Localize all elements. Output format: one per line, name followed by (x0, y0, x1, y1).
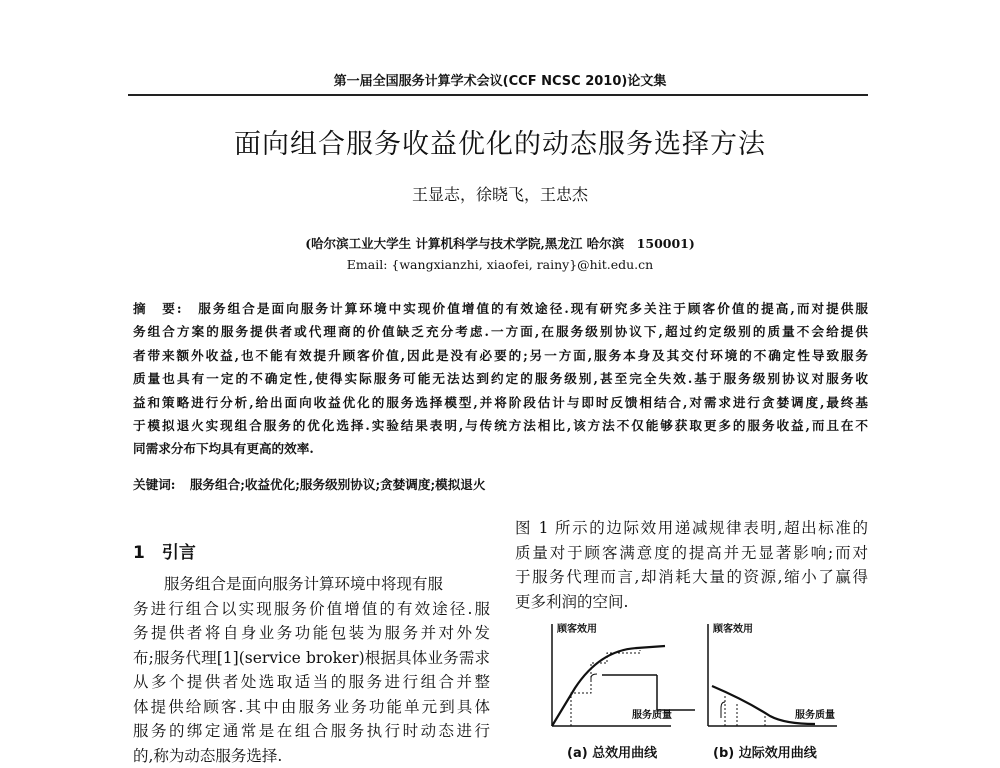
abstract-line: 者带来额外收益,也不能有效提升顾客价值,因此是没有必要的;另一方面,服务本身及其交付环境的不确定性导致服务 (133, 344, 868, 367)
figure-1-drawing (545, 618, 845, 760)
body-line: 更多利润的空间. (515, 590, 868, 615)
body-line: 体提供给顾客.其中由服务业务功能单元到具体 (133, 695, 490, 720)
keywords-label: 关键词: (133, 477, 175, 492)
figure-1 (545, 618, 845, 760)
abstract-line: 质量也具有一定的不确定性,使得实际服务可能无法达到约定的服务级别,甚至完全失效.基于服务级别协议对服务收 (133, 367, 868, 390)
panel-b-ylabel: 顾客效用 (713, 620, 753, 635)
body-line: 务提供者将自身业务功能包装为服务并对外发 (133, 621, 490, 646)
body-line: 于服务代理而言,却消耗大量的资源,缩小了赢得 (515, 565, 868, 590)
body-line: 的,称为动态服务选择. (133, 744, 490, 768)
authors: 王显志，徐晓飞，王忠杰 (0, 182, 1000, 205)
keywords (133, 474, 486, 493)
affiliation: (哈尔滨工业大学生 计算机科学与技术学院,黑龙江 哈尔滨 150001) (0, 234, 1000, 252)
body-line: 从多个提供者处选取适当的服务进行组合并整 (133, 670, 490, 695)
right-column-text (515, 516, 868, 614)
section-heading: 1 引言 (133, 538, 196, 563)
panel-a-xlabel: 服务质量 (632, 706, 672, 721)
left-column-text (133, 572, 490, 768)
body-line: 服务组合是面向服务计算环境中将现有服 (133, 572, 490, 597)
panel-a-caption: (a) 总效用曲线 (567, 742, 657, 761)
abstract-line: 于模拟退火实现组合服务的优化选择.实验结果表明,与传统方法相比,该方法不仅能够获取更多的服务收益,而且在不 (133, 414, 868, 437)
keywords-text: 服务组合;收益优化;服务级别协议;贪婪调度;模拟退火 (190, 477, 486, 492)
panel-b-xlabel: 服务质量 (795, 706, 835, 721)
body-line: 服务的绑定通常是在组合服务执行时动态进行 (133, 719, 490, 744)
body-line: 图 1 所示的边际效用递减规律表明,超出标准的 (515, 516, 868, 541)
abstract-line: 务组合方案的服务提供者或代理商的价值缺乏充分考虑.一方面,在服务级别协议下,超过约定级别的质量不会给提供 (133, 320, 868, 343)
abstract (133, 297, 868, 461)
running-header: 第一届全国服务计算学术会议(CCF NCSC 2010)论文集 (0, 70, 1000, 89)
abstract-line: 益和策略进行分析,给出面向收益优化的服务选择模型,并将阶段估计与即时反馈相结合,对需求进行贪婪调度,最终基 (133, 391, 868, 414)
email: Email: {wangxianzhi, xiaofei, rainy}@hit.edu.cn (0, 257, 1000, 272)
body-line: 布;服务代理[1](service broker)根据具体业务需求 (133, 646, 490, 671)
abstract-label: 摘 要: (133, 301, 182, 316)
panel-a-ylabel: 顾客效用 (557, 620, 597, 635)
paper-title: 面向组合服务收益优化的动态服务选择方法 (0, 122, 1000, 161)
abstract-line: 摘 要: 服务组合是面向服务计算环境中实现价值增值的有效途径.现有研究多关注于顾客价值的提高,而对提供服 (133, 297, 868, 320)
panel-b-caption: (b) 边际效用曲线 (713, 742, 817, 761)
body-line: 质量对于顾客满意度的提高并无显著影响;而对 (515, 541, 868, 566)
body-line: 务进行组合以实现服务价值增值的有效途径.服 (133, 597, 490, 622)
header-rule (128, 94, 868, 96)
abstract-line: 同需求分布下均具有更高的效率. (133, 437, 868, 460)
panel-a-axes (552, 624, 695, 726)
